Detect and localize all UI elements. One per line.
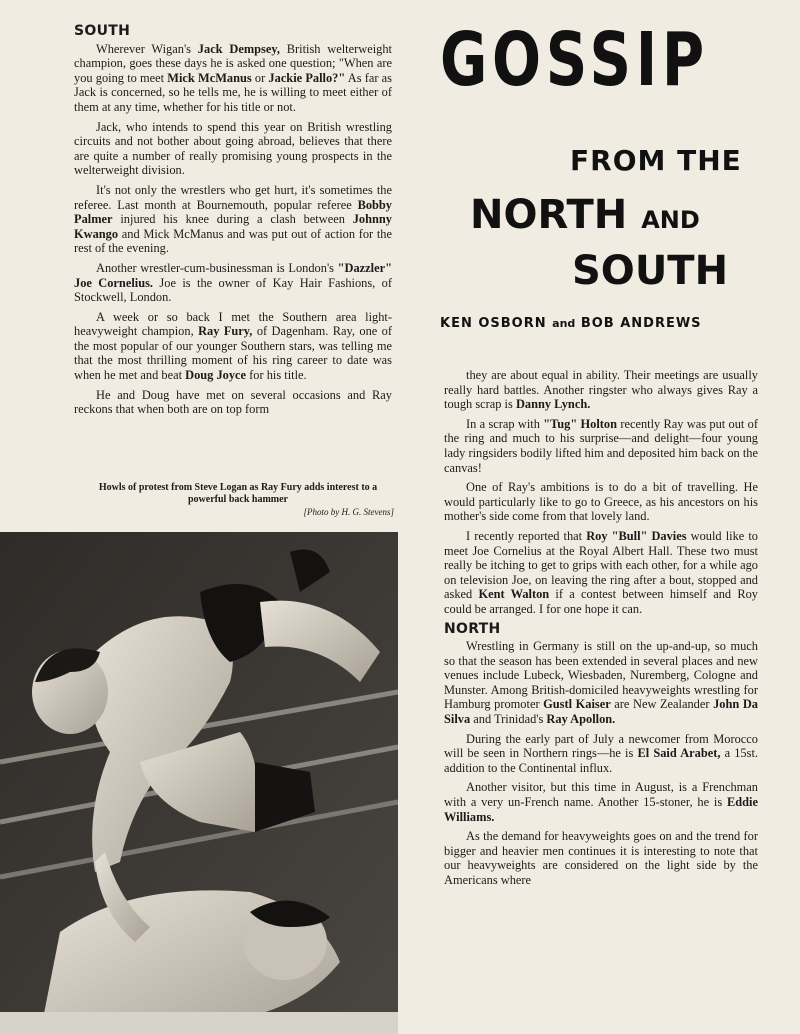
paragraph-text: they are about equal in ability. Their meetings are usually really hard battles. Another ringster who always gives Ray a tough scrap is — [444, 368, 758, 412]
paragraph-text: and Mick McManus and was put out of action for the rest of the evening. — [74, 226, 392, 256]
article-paragraph — [444, 529, 758, 617]
byline — [440, 316, 760, 331]
paragraph-text: As far as Jack is concerned, so he tells me, he is willing to meet either of them at any time, whether for his title or not. — [74, 70, 392, 114]
name-highlight: "Dazzler" Joe Cornelius. — [74, 260, 392, 290]
name-highlight: Jackie Pallo?" — [268, 70, 346, 85]
name-highlight: Ray Fury, — [198, 324, 253, 339]
paragraph-text: As the demand for heavyweights goes on and the trend for bigger and heavier men continues it is interesting to note that our heavyweights are considered on the light side by the Americans where — [444, 829, 758, 887]
paragraph-text: One of Ray's ambitions is to do a bit of travelling. He would particularly like to go to Greece, as his ancestors on his mother's side come from that lovely land. — [444, 480, 758, 524]
article-paragraph — [74, 261, 392, 305]
article-paragraph — [444, 368, 758, 412]
paragraph-text: It's not only the wrestlers who get hurt, it's sometimes the referee. Last month at Bournemouth, popular referee — [74, 182, 392, 212]
article-paragraph — [74, 310, 392, 383]
paragraph-text: I recently reported that — [466, 528, 587, 543]
article-title — [440, 17, 760, 294]
name-highlight: Mick McManus — [167, 70, 252, 85]
name-highlight: El Said Arabet, — [637, 746, 721, 761]
paragraph-text: and Trinidad's — [470, 712, 547, 727]
paragraph-text: for his title. — [246, 368, 307, 383]
paragraph-text: He and Doug have met on several occasions and Ray reckons that when both are on top form — [74, 387, 392, 417]
paragraph-text: would like to meet Joe Cornelius at the Royal Albert Hall. These two must really be itching to get to grips with each other, for a while ago on television Joe, on leaving the ring after a bout, stopped and asked — [444, 528, 758, 602]
paragraph-text: if a contest between himself and Roy could be arranged. I for one hope it can. — [444, 587, 758, 616]
left-column — [74, 24, 392, 422]
name-highlight: Ray Apollon. — [546, 712, 616, 727]
paragraph-text: of Dagenham. Ray, one of the most popular of our younger Southern stars, was telling me that the most thrilling moment of his ring career to date was when he met and beat — [74, 324, 393, 383]
paragraph-text: In a scrap with — [466, 416, 544, 431]
title-north-and — [470, 192, 700, 238]
title-and: AND — [641, 206, 700, 234]
name-highlight: Danny Lynch. — [515, 397, 591, 412]
title-north: NORTH — [470, 192, 628, 238]
article-paragraph — [444, 639, 758, 727]
paragraph-text: During the early part of July a newcomer from Morocco will be seen in Northern rings—he is — [444, 731, 758, 761]
article-paragraph — [74, 388, 392, 417]
name-highlight: Doug Joyce — [185, 368, 247, 383]
caption-text: Howls of protest from Steve Logan as Ray Fury adds interest to a powerful back hammer — [98, 482, 378, 505]
photo-caption — [82, 482, 394, 518]
paragraph-text: or — [251, 70, 269, 85]
wrestling-photo-illustration — [0, 532, 398, 1034]
section-heading-south: SOUTH — [74, 23, 131, 39]
name-highlight: "Tug" Holton — [543, 416, 618, 431]
right-column-south-body — [444, 368, 758, 617]
wrestling-photo — [0, 532, 398, 1034]
title-from-the: FROM THE — [570, 144, 742, 177]
paragraph-text: Jack, who intends to spend this year on British wrestling circuits and not bother about going abroad, believes that there are quite a number of really promising young prospects in the welterweight division. — [74, 119, 392, 178]
name-highlight: Bobby Palmer — [74, 197, 392, 227]
name-highlight: Jack Dempsey, — [197, 41, 280, 56]
paragraph-text: Wrestling in Germany is still on the up-and-up, so much so that the season has been extended in several places and new venues include Lubeck, Wiesbaden, Nuremberg, Cologne and Munster. Among British-domiciled heavyweights wrestling for Hamburg promoter — [444, 639, 758, 712]
article-paragraph — [444, 780, 758, 824]
paragraph-text: are New Zealander — [610, 697, 714, 712]
author-bob-andrews: BOB ANDREWS — [580, 316, 702, 331]
title-south: SOUTH — [572, 248, 729, 294]
right-column-north-body — [444, 639, 758, 888]
article-paragraph — [444, 732, 758, 776]
name-highlight: Johnny Kwango — [74, 212, 392, 241]
right-column — [444, 368, 758, 893]
article-paragraph — [444, 417, 758, 475]
paragraph-text: Another wrestler-cum-businessman is London's — [96, 260, 338, 275]
section-heading-north: NORTH — [444, 620, 501, 637]
author-ken-osborn: KEN OSBORN — [440, 316, 547, 331]
name-highlight: Roy "Bull" Davies — [586, 528, 687, 543]
article-paragraph — [74, 42, 392, 115]
paragraph-text: a 15st. addition to the Continental influx. — [444, 746, 758, 775]
paragraph-text: British welterweight champion, goes these days he is asked one question; "When are you going to meet — [74, 41, 392, 85]
article-paragraph — [74, 183, 392, 256]
article-paragraph — [74, 120, 392, 178]
name-highlight: Eddie Williams. — [444, 795, 758, 824]
paragraph-text: Another visitor, but this time in August, is a Frenchman with a very un-French name. Another 15-stoner, he is — [444, 780, 758, 810]
paragraph-text: recently Ray was put out of the ring and much to his surprise—and delight—four young lady ringsiders bodily lifted him and deposited him back on the canvas! — [444, 416, 758, 475]
article-paragraph — [444, 829, 758, 887]
paragraph-text: A week or so back I met the Southern area light-heavyweight champion, — [74, 309, 392, 339]
paragraph-text: Joe is the owner of Kay Hair Fashions, of Stockwell, London. — [74, 275, 392, 305]
paragraph-text: Wherever Wigan's — [96, 41, 198, 56]
article-paragraph — [444, 480, 758, 524]
name-highlight: John Da Silva — [444, 697, 758, 727]
byline-and: and — [552, 317, 576, 330]
photo-credit: [Photo by H. G. Stevens] — [303, 507, 394, 517]
name-highlight: Gustl Kaiser — [543, 697, 611, 712]
paragraph-text: injured his knee during a clash between — [112, 212, 353, 227]
name-highlight: Kent Walton — [478, 587, 550, 602]
title-gossip: GOSSIP — [440, 17, 709, 103]
left-column-body — [74, 42, 392, 417]
